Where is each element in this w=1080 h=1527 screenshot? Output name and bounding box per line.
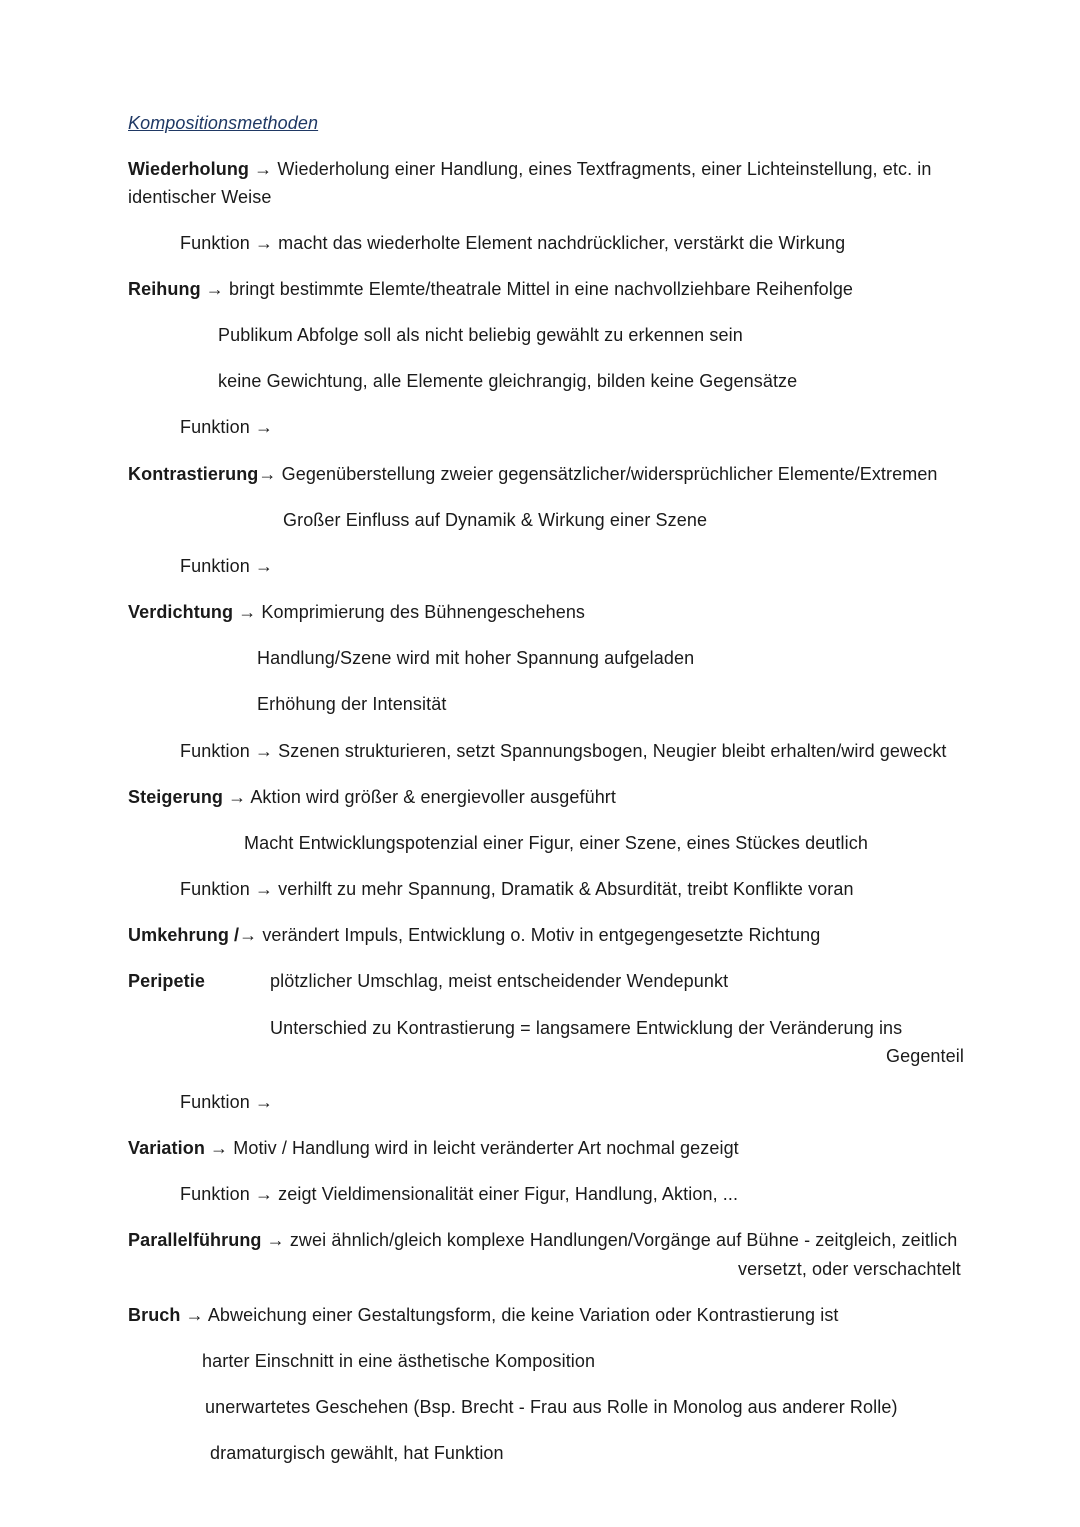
bruch-definition bbox=[128, 1304, 839, 1326]
steigerung-note-1: Macht Entwicklungspotenzial einer Figur, einer Szene, eines Stückes deutlich bbox=[244, 833, 868, 853]
parallelfuehrung-def: → zwei ähnlich/gleich komplexe Handlungen/Vorgänge auf Bühne - zeitgleich, zeitlich bbox=[261, 1230, 958, 1250]
parallelfuehrung-definition bbox=[128, 1229, 957, 1251]
variation-definition bbox=[128, 1137, 739, 1159]
peripetie-term bbox=[128, 970, 205, 992]
umkehrung-def: → verändert Impuls, Entwicklung o. Motiv in entgegengesetzte Richtung bbox=[239, 925, 821, 945]
kontrastierung-definition bbox=[128, 463, 938, 485]
bruch-note-2: unerwartetes Geschehen (Bsp. Brecht - Frau aus Rolle in Monolog aus anderer Rolle) bbox=[205, 1397, 898, 1417]
kontrastierung-term: Kontrastierung bbox=[128, 464, 259, 484]
parallelfuehrung-def-cont: versetzt, oder verschachtelt bbox=[738, 1259, 961, 1279]
reihung-funktion: Funktion → bbox=[180, 417, 274, 437]
steigerung-term: Steigerung bbox=[128, 787, 224, 807]
wiederholung-definition bbox=[128, 158, 931, 180]
variation-term: Variation bbox=[128, 1138, 205, 1158]
verdichtung-definition bbox=[128, 601, 585, 623]
verdichtung-def: → Komprimierung des Bühnengeschehens bbox=[233, 602, 586, 622]
kontrastierung-funktion: Funktion → bbox=[180, 556, 274, 576]
verdichtung-term: Verdichtung bbox=[128, 602, 234, 622]
peripetie-label: Peripetie bbox=[128, 971, 205, 991]
reihung-note-1: Publikum Abfolge soll als nicht beliebig gewählt zu erkennen sein bbox=[218, 325, 743, 345]
reihung-term: Reihung bbox=[128, 279, 201, 299]
variation-funktion: Funktion → zeigt Vieldimensionalität einer Figur, Handlung, Aktion, ... bbox=[180, 1184, 739, 1204]
umkehrung-term: Umkehrung / bbox=[128, 925, 240, 945]
wiederholung-def: → Wiederholung einer Handlung, eines Textfragments, einer Lichteinstellung, etc. in bbox=[249, 159, 932, 179]
reihung-note-2: keine Gewichtung, alle Elemente gleichrangig, bilden keine Gegensätze bbox=[218, 371, 798, 391]
wiederholung-funktion: Funktion → macht das wiederholte Element nachdrücklicher, verstärkt die Wirkung bbox=[180, 233, 846, 253]
variation-def: → Motiv / Handlung wird in leicht veränderter Art nochmal gezeigt bbox=[204, 1138, 739, 1158]
bruch-term: Bruch bbox=[128, 1305, 181, 1325]
umkehrung-definition bbox=[128, 924, 820, 946]
bruch-def: → Abweichung einer Gestaltungsform, die keine Variation oder Kontrastierung ist bbox=[180, 1305, 839, 1325]
parallelfuehrung-term: Parallelführung bbox=[128, 1230, 262, 1250]
kontrastierung-def: → Gegenüberstellung zweier gegensätzlicher/widersprüchlicher Elemente/Extremen bbox=[258, 464, 938, 484]
reihung-def: → bringt bestimmte Elemte/theatrale Mittel in eine nachvollziehbare Reihenfolge bbox=[200, 279, 854, 299]
bruch-note-3: dramaturgisch gewählt, hat Funktion bbox=[210, 1443, 504, 1463]
steigerung-definition bbox=[128, 786, 616, 808]
umkehrung-note-2-cont: Gegenteil bbox=[886, 1046, 964, 1066]
steigerung-def: → Aktion wird größer & energievoller ausgeführt bbox=[223, 787, 617, 807]
umkehrung-funktion: Funktion → bbox=[180, 1092, 274, 1112]
reihung-definition bbox=[128, 278, 853, 300]
bruch-note-1: harter Einschnitt in eine ästhetische Komposition bbox=[202, 1351, 596, 1371]
page-title: Kompositionsmethoden bbox=[128, 113, 319, 133]
umkehrung-note-1: plötzlicher Umschlag, meist entscheidender Wendepunkt bbox=[270, 971, 729, 991]
verdichtung-note-2: Erhöhung der Intensität bbox=[257, 694, 447, 714]
verdichtung-note-1: Handlung/Szene wird mit hoher Spannung aufgeladen bbox=[257, 648, 695, 668]
wiederholung-term: Wiederholung bbox=[128, 159, 250, 179]
steigerung-funktion: Funktion → verhilft zu mehr Spannung, Dramatik & Absurdität, treibt Konflikte voran bbox=[180, 879, 854, 899]
wiederholung-def-cont: identischer Weise bbox=[128, 187, 272, 207]
verdichtung-funktion: Funktion → Szenen strukturieren, setzt Spannungsbogen, Neugier bleibt erhalten/wird geweckt bbox=[180, 741, 947, 761]
umkehrung-note-2: Unterschied zu Kontrastierung = langsamere Entwicklung der Veränderung ins bbox=[270, 1018, 903, 1038]
kontrastierung-note-1: Großer Einfluss auf Dynamik & Wirkung einer Szene bbox=[283, 510, 708, 530]
